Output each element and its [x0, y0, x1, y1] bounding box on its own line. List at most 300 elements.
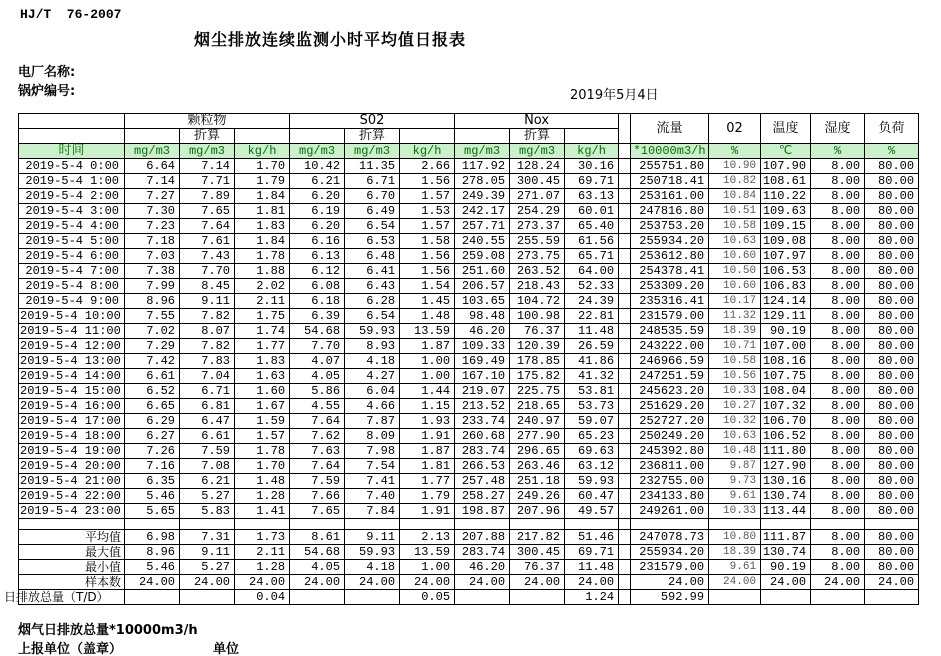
value-cell: 22.81: [565, 309, 619, 324]
value-cell: 1.78: [235, 444, 290, 459]
value-cell: 6.39: [290, 309, 345, 324]
value-cell: 253161.00: [631, 189, 709, 204]
value-cell: 6.20: [290, 219, 345, 234]
spacer-cell: [619, 519, 631, 530]
value-cell: 106.70: [761, 414, 811, 429]
value-cell: 127.90: [761, 459, 811, 474]
value-cell: 4.05: [290, 369, 345, 384]
value-cell: 10.32: [709, 414, 761, 429]
time-cell: 2019-5-4 1:00: [19, 174, 125, 189]
value-cell: 10.80: [709, 530, 761, 545]
value-cell: 1.24: [565, 590, 619, 605]
value-cell: 6.53: [345, 234, 400, 249]
value-cell: 80.00: [865, 159, 919, 174]
value-cell: 1.81: [235, 204, 290, 219]
time-cell: 2019-5-4 15:00: [19, 384, 125, 399]
spacer-cell: [619, 474, 631, 489]
time-cell: 2019-5-4 13:00: [19, 354, 125, 369]
value-cell: 5.27: [180, 560, 235, 575]
value-cell: 10.58: [709, 354, 761, 369]
value-cell: [400, 519, 455, 530]
value-cell: 10.33: [709, 504, 761, 519]
value-cell: 24.00: [565, 575, 619, 590]
value-cell: 8.96: [125, 294, 180, 309]
value-cell: 7.84: [345, 504, 400, 519]
value-cell: 6.41: [345, 264, 400, 279]
time-cell: 2019-5-4 6:00: [19, 249, 125, 264]
value-cell: 6.19: [290, 204, 345, 219]
value-cell: 9.11: [180, 294, 235, 309]
value-cell: 254.29: [510, 204, 565, 219]
value-cell: 10.50: [709, 264, 761, 279]
value-cell: 10.60: [709, 249, 761, 264]
col-group-so2: S02: [290, 114, 455, 129]
value-cell: 80.00: [865, 324, 919, 339]
value-cell: 24.00: [709, 575, 761, 590]
value-cell: 106.52: [761, 429, 811, 444]
value-cell: 8.00: [811, 384, 865, 399]
table-header: [19, 114, 919, 159]
daily-flow-total-label: 烟气日排放总量*10000m3/h: [18, 623, 198, 638]
time-cell: 2019-5-4 4:00: [19, 219, 125, 234]
value-cell: 1.00: [400, 354, 455, 369]
value-cell: 107.75: [761, 369, 811, 384]
value-cell: 8.00: [811, 189, 865, 204]
value-cell: 231579.00: [631, 560, 709, 575]
value-cell: 169.49: [455, 354, 510, 369]
data-row: [19, 294, 919, 309]
value-cell: 263.52: [510, 264, 565, 279]
value-cell: 250249.20: [631, 429, 709, 444]
value-cell: 259.08: [455, 249, 510, 264]
value-cell: 1.28: [235, 560, 290, 575]
spacer-cell: [619, 219, 631, 234]
value-cell: 6.21: [180, 474, 235, 489]
value-cell: 7.14: [180, 159, 235, 174]
data-row: [19, 414, 919, 429]
value-cell: 24.00: [180, 575, 235, 590]
value-cell: 1.57: [235, 429, 290, 444]
value-cell: 255934.20: [631, 234, 709, 249]
value-cell: 592.99: [631, 590, 709, 605]
time-cell: 2019-5-4 9:00: [19, 294, 125, 309]
value-cell: [565, 519, 619, 530]
value-cell: 106.83: [761, 279, 811, 294]
value-cell: 1.45: [400, 294, 455, 309]
col-sub-so2-converted: 折算: [345, 129, 400, 144]
spacer-cell: [619, 384, 631, 399]
value-cell: 254378.41: [631, 264, 709, 279]
value-cell: 6.98: [125, 530, 180, 545]
value-cell: 80.00: [865, 560, 919, 575]
value-cell: 1.93: [400, 414, 455, 429]
value-cell: 52.33: [565, 279, 619, 294]
time-cell: 2019-5-4 20:00: [19, 459, 125, 474]
value-cell: 233.74: [455, 414, 510, 429]
value-cell: 6.28: [345, 294, 400, 309]
value-cell: 8.00: [811, 429, 865, 444]
value-cell: 80.00: [865, 204, 919, 219]
value-cell: 251.18: [510, 474, 565, 489]
time-cell: 2019-5-4 0:00: [19, 159, 125, 174]
value-cell: 243222.00: [631, 339, 709, 354]
value-cell: 6.27: [125, 429, 180, 444]
value-cell: 65.23: [565, 429, 619, 444]
value-cell: 7.59: [290, 474, 345, 489]
value-cell: 283.74: [455, 545, 510, 560]
col-header-temp: 温度: [761, 114, 811, 144]
value-cell: 273.75: [510, 249, 565, 264]
col-header-humidity: 湿度: [811, 114, 865, 144]
value-cell: 217.82: [510, 530, 565, 545]
value-cell: 24.00: [865, 575, 919, 590]
value-cell: [455, 519, 510, 530]
value-cell: 49.57: [565, 504, 619, 519]
value-cell: 111.80: [761, 444, 811, 459]
value-cell: 1.57: [400, 189, 455, 204]
value-cell: 63.12: [565, 459, 619, 474]
header-empty-cell: [19, 114, 125, 129]
value-cell: 9.61: [709, 560, 761, 575]
value-cell: 6.20: [290, 189, 345, 204]
time-cell: 2019-5-4 10:00: [19, 309, 125, 324]
value-cell: 218.65: [510, 399, 565, 414]
col-sub-pm-converted: 折算: [180, 129, 235, 144]
value-cell: 1.87: [400, 444, 455, 459]
unit-header-celsius: ℃: [761, 144, 811, 159]
value-cell: 6.61: [180, 429, 235, 444]
value-cell: 111.87: [761, 530, 811, 545]
value-cell: 283.74: [455, 444, 510, 459]
unit-header-mg: mg/m3: [180, 144, 235, 159]
value-cell: 1.83: [235, 354, 290, 369]
value-cell: 249.39: [455, 189, 510, 204]
value-cell: 7.65: [290, 504, 345, 519]
value-cell: 18.39: [709, 545, 761, 560]
value-cell: 109.33: [455, 339, 510, 354]
value-cell: 7.89: [180, 189, 235, 204]
col-header-time: 时间: [19, 144, 125, 159]
time-cell: 2019-5-4 16:00: [19, 399, 125, 414]
value-cell: 24.00: [631, 575, 709, 590]
value-cell: 65.40: [565, 219, 619, 234]
value-cell: 253753.20: [631, 219, 709, 234]
value-cell: 54.68: [290, 324, 345, 339]
value-cell: 80.00: [865, 189, 919, 204]
value-cell: 257.71: [455, 219, 510, 234]
value-cell: 8.00: [811, 504, 865, 519]
value-cell: [865, 519, 919, 530]
value-cell: 8.00: [811, 369, 865, 384]
data-row: [19, 489, 919, 504]
value-cell: 1.75: [235, 309, 290, 324]
value-cell: 277.90: [510, 429, 565, 444]
time-cell: 2019-5-4 21:00: [19, 474, 125, 489]
value-cell: 8.00: [811, 545, 865, 560]
spacer-cell: [619, 354, 631, 369]
value-cell: 1.56: [400, 264, 455, 279]
data-row: [19, 354, 919, 369]
value-cell: 7.87: [345, 414, 400, 429]
header-empty-cell: [455, 129, 510, 144]
value-cell: 1.73: [235, 530, 290, 545]
value-cell: 107.97: [761, 249, 811, 264]
value-cell: 7.04: [180, 369, 235, 384]
value-cell: [180, 519, 235, 530]
value-cell: 10.17: [709, 294, 761, 309]
value-cell: 6.16: [290, 234, 345, 249]
value-cell: 108.61: [761, 174, 811, 189]
value-cell: [290, 519, 345, 530]
value-cell: 8.45: [180, 279, 235, 294]
value-cell: 260.68: [455, 429, 510, 444]
value-cell: 80.00: [865, 309, 919, 324]
value-cell: 7.70: [290, 339, 345, 354]
value-cell: 53.81: [565, 384, 619, 399]
value-cell: 4.18: [345, 354, 400, 369]
value-cell: 5.46: [125, 489, 180, 504]
value-cell: 1.78: [235, 249, 290, 264]
value-cell: 257.48: [455, 474, 510, 489]
value-cell: 7.82: [180, 309, 235, 324]
value-cell: 24.00: [125, 575, 180, 590]
value-cell: 7.62: [290, 429, 345, 444]
value-cell: 6.29: [125, 414, 180, 429]
value-cell: 249.26: [510, 489, 565, 504]
value-cell: 100.98: [510, 309, 565, 324]
value-cell: [235, 519, 290, 530]
value-cell: 128.24: [510, 159, 565, 174]
value-cell: 8.00: [811, 264, 865, 279]
value-cell: 1.74: [235, 324, 290, 339]
value-cell: 7.16: [125, 459, 180, 474]
value-cell: [125, 519, 180, 530]
value-cell: 7.08: [180, 459, 235, 474]
value-cell: 80.00: [865, 219, 919, 234]
spacer-cell: [619, 114, 631, 144]
value-cell: 1.53: [400, 204, 455, 219]
data-row: [19, 174, 919, 189]
value-cell: 247078.73: [631, 530, 709, 545]
value-cell: 5.65: [125, 504, 180, 519]
row-label-cell: 样本数: [19, 575, 125, 590]
value-cell: 246966.59: [631, 354, 709, 369]
value-cell: 90.19: [761, 324, 811, 339]
value-cell: 4.27: [345, 369, 400, 384]
value-cell: 7.64: [180, 219, 235, 234]
value-cell: 7.18: [125, 234, 180, 249]
spacer-cell: [619, 339, 631, 354]
value-cell: 65.71: [565, 249, 619, 264]
value-cell: 7.61: [180, 234, 235, 249]
value-cell: 251629.20: [631, 399, 709, 414]
value-cell: 120.39: [510, 339, 565, 354]
value-cell: 80.00: [865, 234, 919, 249]
row-label-cell: 平均值: [19, 530, 125, 545]
value-cell: 8.00: [811, 489, 865, 504]
summary-row: [19, 530, 919, 545]
value-cell: 8.00: [811, 530, 865, 545]
value-cell: 240.97: [510, 414, 565, 429]
value-cell: 6.04: [345, 384, 400, 399]
value-cell: 10.82: [709, 174, 761, 189]
value-cell: 103.65: [455, 294, 510, 309]
value-cell: 218.43: [510, 279, 565, 294]
data-row: [19, 264, 919, 279]
value-cell: 300.45: [510, 174, 565, 189]
unit-header-percent: %: [811, 144, 865, 159]
value-cell: 6.21: [290, 174, 345, 189]
value-cell: 7.43: [180, 249, 235, 264]
value-cell: 6.65: [125, 399, 180, 414]
value-cell: 9.73: [709, 474, 761, 489]
value-cell: 104.72: [510, 294, 565, 309]
value-cell: [510, 519, 565, 530]
unit-header-flow: *10000m3/h: [631, 144, 709, 159]
value-cell: 1.84: [235, 234, 290, 249]
value-cell: 8.00: [811, 159, 865, 174]
value-cell: 106.53: [761, 264, 811, 279]
value-cell: 6.47: [180, 414, 235, 429]
value-cell: 80.00: [865, 489, 919, 504]
value-cell: 8.00: [811, 174, 865, 189]
col-header-flow: 流量: [631, 114, 709, 144]
value-cell: 248535.59: [631, 324, 709, 339]
data-row: [19, 474, 919, 489]
value-cell: 7.71: [180, 174, 235, 189]
value-cell: 107.90: [761, 159, 811, 174]
value-cell: 7.38: [125, 264, 180, 279]
unit-header-mg: mg/m3: [125, 144, 180, 159]
value-cell: 8.61: [290, 530, 345, 545]
value-cell: 6.48: [345, 249, 400, 264]
value-cell: 7.70: [180, 264, 235, 279]
value-cell: 80.00: [865, 429, 919, 444]
value-cell: 6.18: [290, 294, 345, 309]
emission-report-table: [4, 113, 919, 605]
value-cell: 1.59: [235, 414, 290, 429]
value-cell: [510, 590, 565, 605]
time-cell: 2019-5-4 2:00: [19, 189, 125, 204]
value-cell: 1.48: [400, 309, 455, 324]
value-cell: 1.57: [400, 219, 455, 234]
value-cell: 247816.80: [631, 204, 709, 219]
value-cell: 1.79: [400, 489, 455, 504]
value-cell: 1.77: [400, 474, 455, 489]
value-cell: 8.00: [811, 234, 865, 249]
value-cell: 10.51: [709, 204, 761, 219]
value-cell: 109.08: [761, 234, 811, 249]
table-body: [4, 159, 919, 605]
value-cell: [345, 590, 400, 605]
value-cell: 8.93: [345, 339, 400, 354]
value-cell: 60.47: [565, 489, 619, 504]
value-cell: 76.37: [510, 560, 565, 575]
value-cell: 1.56: [400, 249, 455, 264]
data-row: [19, 504, 919, 519]
standard-code: HJ/T 76-2007: [20, 7, 122, 22]
time-cell: 2019-5-4 19:00: [19, 444, 125, 459]
value-cell: 80.00: [865, 504, 919, 519]
value-cell: 1.79: [235, 174, 290, 189]
value-cell: 41.32: [565, 369, 619, 384]
value-cell: 11.35: [345, 159, 400, 174]
value-cell: 8.00: [811, 474, 865, 489]
value-cell: 266.53: [455, 459, 510, 474]
value-cell: 53.73: [565, 399, 619, 414]
value-cell: 207.88: [455, 530, 510, 545]
empty-row: [19, 519, 919, 530]
spacer-cell: [619, 590, 631, 605]
value-cell: 7.99: [125, 279, 180, 294]
value-cell: [709, 590, 761, 605]
value-cell: 242.17: [455, 204, 510, 219]
value-cell: 7.31: [180, 530, 235, 545]
value-cell: 231579.00: [631, 309, 709, 324]
unit-header-percent: %: [865, 144, 919, 159]
value-cell: 130.74: [761, 489, 811, 504]
value-cell: 240.55: [455, 234, 510, 249]
value-cell: 296.65: [510, 444, 565, 459]
value-cell: 46.20: [455, 560, 510, 575]
value-cell: 10.71: [709, 339, 761, 354]
value-cell: 6.71: [345, 174, 400, 189]
data-row: [19, 159, 919, 174]
value-cell: 80.00: [865, 474, 919, 489]
row-label-cell: 最大值: [19, 545, 125, 560]
value-cell: 1.00: [400, 369, 455, 384]
unit-header-mg: mg/m3: [455, 144, 510, 159]
summary-row: [19, 590, 919, 605]
value-cell: 1.56: [400, 174, 455, 189]
value-cell: 113.44: [761, 504, 811, 519]
value-cell: 107.00: [761, 339, 811, 354]
value-cell: 4.07: [290, 354, 345, 369]
data-row: [19, 279, 919, 294]
value-cell: 1.58: [400, 234, 455, 249]
value-cell: 207.96: [510, 504, 565, 519]
value-cell: 219.07: [455, 384, 510, 399]
value-cell: 1.81: [400, 459, 455, 474]
spacer-cell: [619, 444, 631, 459]
value-cell: 24.00: [761, 575, 811, 590]
spacer-cell: [619, 189, 631, 204]
value-cell: 7.30: [125, 204, 180, 219]
data-row: [19, 384, 919, 399]
value-cell: 7.66: [290, 489, 345, 504]
value-cell: 1.70: [235, 459, 290, 474]
header-empty-cell: [235, 129, 290, 144]
header-empty-cell: [290, 129, 345, 144]
value-cell: 7.82: [180, 339, 235, 354]
time-cell: 2019-5-4 11:00: [19, 324, 125, 339]
value-cell: 80.00: [865, 249, 919, 264]
value-cell: 2.11: [235, 545, 290, 560]
time-cell: 2019-5-4 5:00: [19, 234, 125, 249]
value-cell: 9.61: [709, 489, 761, 504]
value-cell: [811, 590, 865, 605]
value-cell: 59.07: [565, 414, 619, 429]
time-cell: [19, 519, 125, 530]
col-group-pm: 颗粒物: [125, 114, 290, 129]
col-header-load: 负荷: [865, 114, 919, 144]
value-cell: 10.27: [709, 399, 761, 414]
value-cell: 9.11: [345, 530, 400, 545]
value-cell: 98.48: [455, 309, 510, 324]
value-cell: 18.39: [709, 324, 761, 339]
value-cell: 24.00: [345, 575, 400, 590]
value-cell: 232755.00: [631, 474, 709, 489]
